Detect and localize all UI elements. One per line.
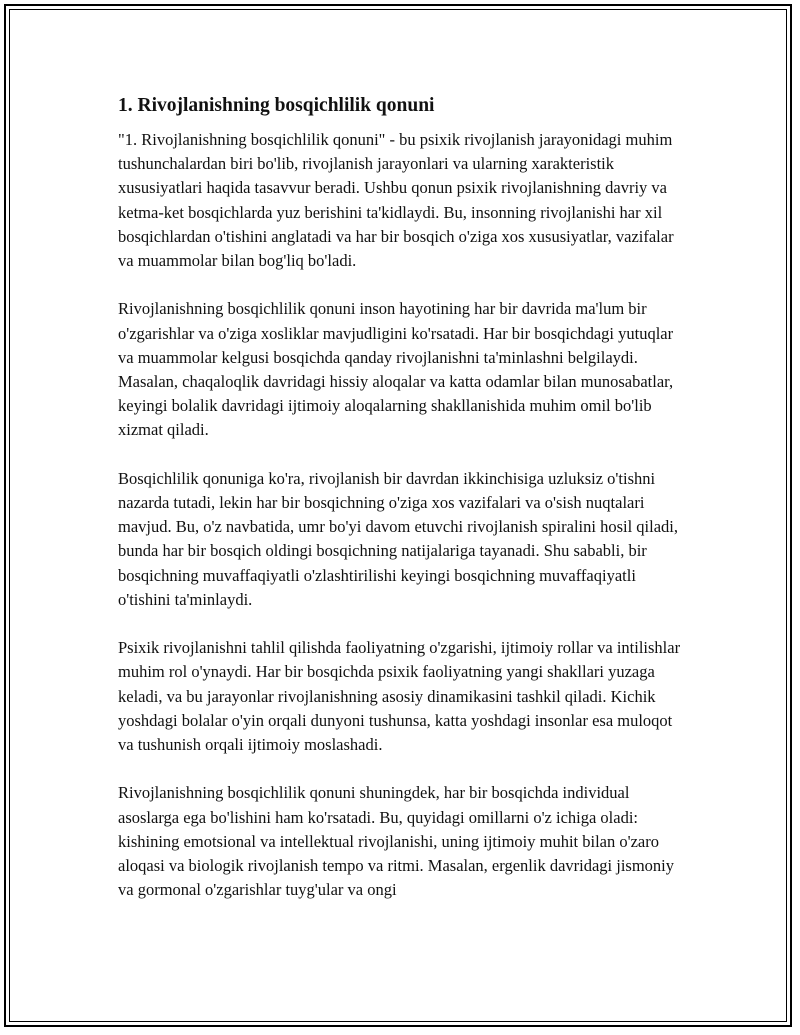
- paragraph-4: Psixik rivojlanishni tahlil qilishda faoliyatning o'zgarishi, ijtimoiy rollar va intilishlar muhim rol o'ynaydi. Har bir bosqichda psixik faoliyatning yangi shakllari yuzaga keladi, va bu jarayonlar rivojlanishning asosiy dinamikasini tashkil qiladi. Kichik yoshdagi bolalar o'yin orqali dunyoni tushunsa, katta yoshdagi insonlar esa muloqot va tushunish orqali ijtimoiy moslashadi.: [118, 638, 681, 755]
- paragraph-3: Bosqichlilik qonuniga ko'ra, rivojlanish bir davrdan ikkinchisiga uzluksiz o'tishni nazarda tutadi, lekin har bir bosqichning o'ziga xos vazifalari va o'sish nuqtalari mavjud. Bu, o'z navbatida, umr bo'yi davom etuvchi rivojlanish spiralini hosil qiladi, bunda har bir bosqich oldingi bosqichning natijalariga tayanadi. Shu sababli, bir bosqichning muvaffaqiyatli o'zlashtirilishi keyingi bosqichning muvaffaqiyatli o'tishini ta'minlaydi.: [118, 468, 678, 609]
- document-title: 1. Rivojlanishning bosqichlilik qonuni: [118, 95, 435, 116]
- paragraph-5: Rivojlanishning bosqichlilik qonuni shuningdek, har bir bosqichda individual asoslarga ega bo'lishini ham ko'rsatadi. Bu, quyidagi omillarni o'z ichiga oladi: kishining emotsional va intellektual rivojlanishi, uning ijtimoiy muhit bilan o'zaro aloqasi va biologik rivojlanish tempo va ritmi. Masalan, ergenlik davridagi jismoniy va gormonal o'zgarishlar tuyg'ular va ongi: [118, 783, 675, 900]
- document-body: [118, 94, 688, 927]
- paragraph-2: Rivojlanishning bosqichlilik qonuni inson hayotining har bir davrida ma'lum bir o'zgarishlar va o'ziga xosliklar mavjudligini ko'rsatadi. Har bir bosqichdagi yutuqlar va muammolar kelgusi bosqichda qanday rivojlanishni ta'minlashni belgilaydi. Masalan, chaqaloqlik davridagi hissiy aloqalar va katta odamlar bilan munosabatlar, keyingi bolalik davridagi ijtimoiy aloqalarning shakllanishida muhim omil bo'lib xizmat qiladi.: [118, 299, 674, 440]
- paragraph-1: "1. Rivojlanishning bosqichlilik qonuni" - bu psixik rivojlanish jarayonidagi muhim tushunchalardan biri bo'lib, rivojlanish jarayonlari va ularning xarakteristik xususiyatlari haqida tasavvur beradi. Ushbu qonun psixik rivojlanishning davriy va ketma-ket bosqichlarda yuz berishini ta'kidlaydi. Bu, insonning rivojlanishi har xil bosqichlardan o'tishini anglatadi va har bir bosqich o'ziga xos xususiyatlar, vazifalar va muammolar bilan bog'liq bo'ladi.: [118, 130, 674, 271]
